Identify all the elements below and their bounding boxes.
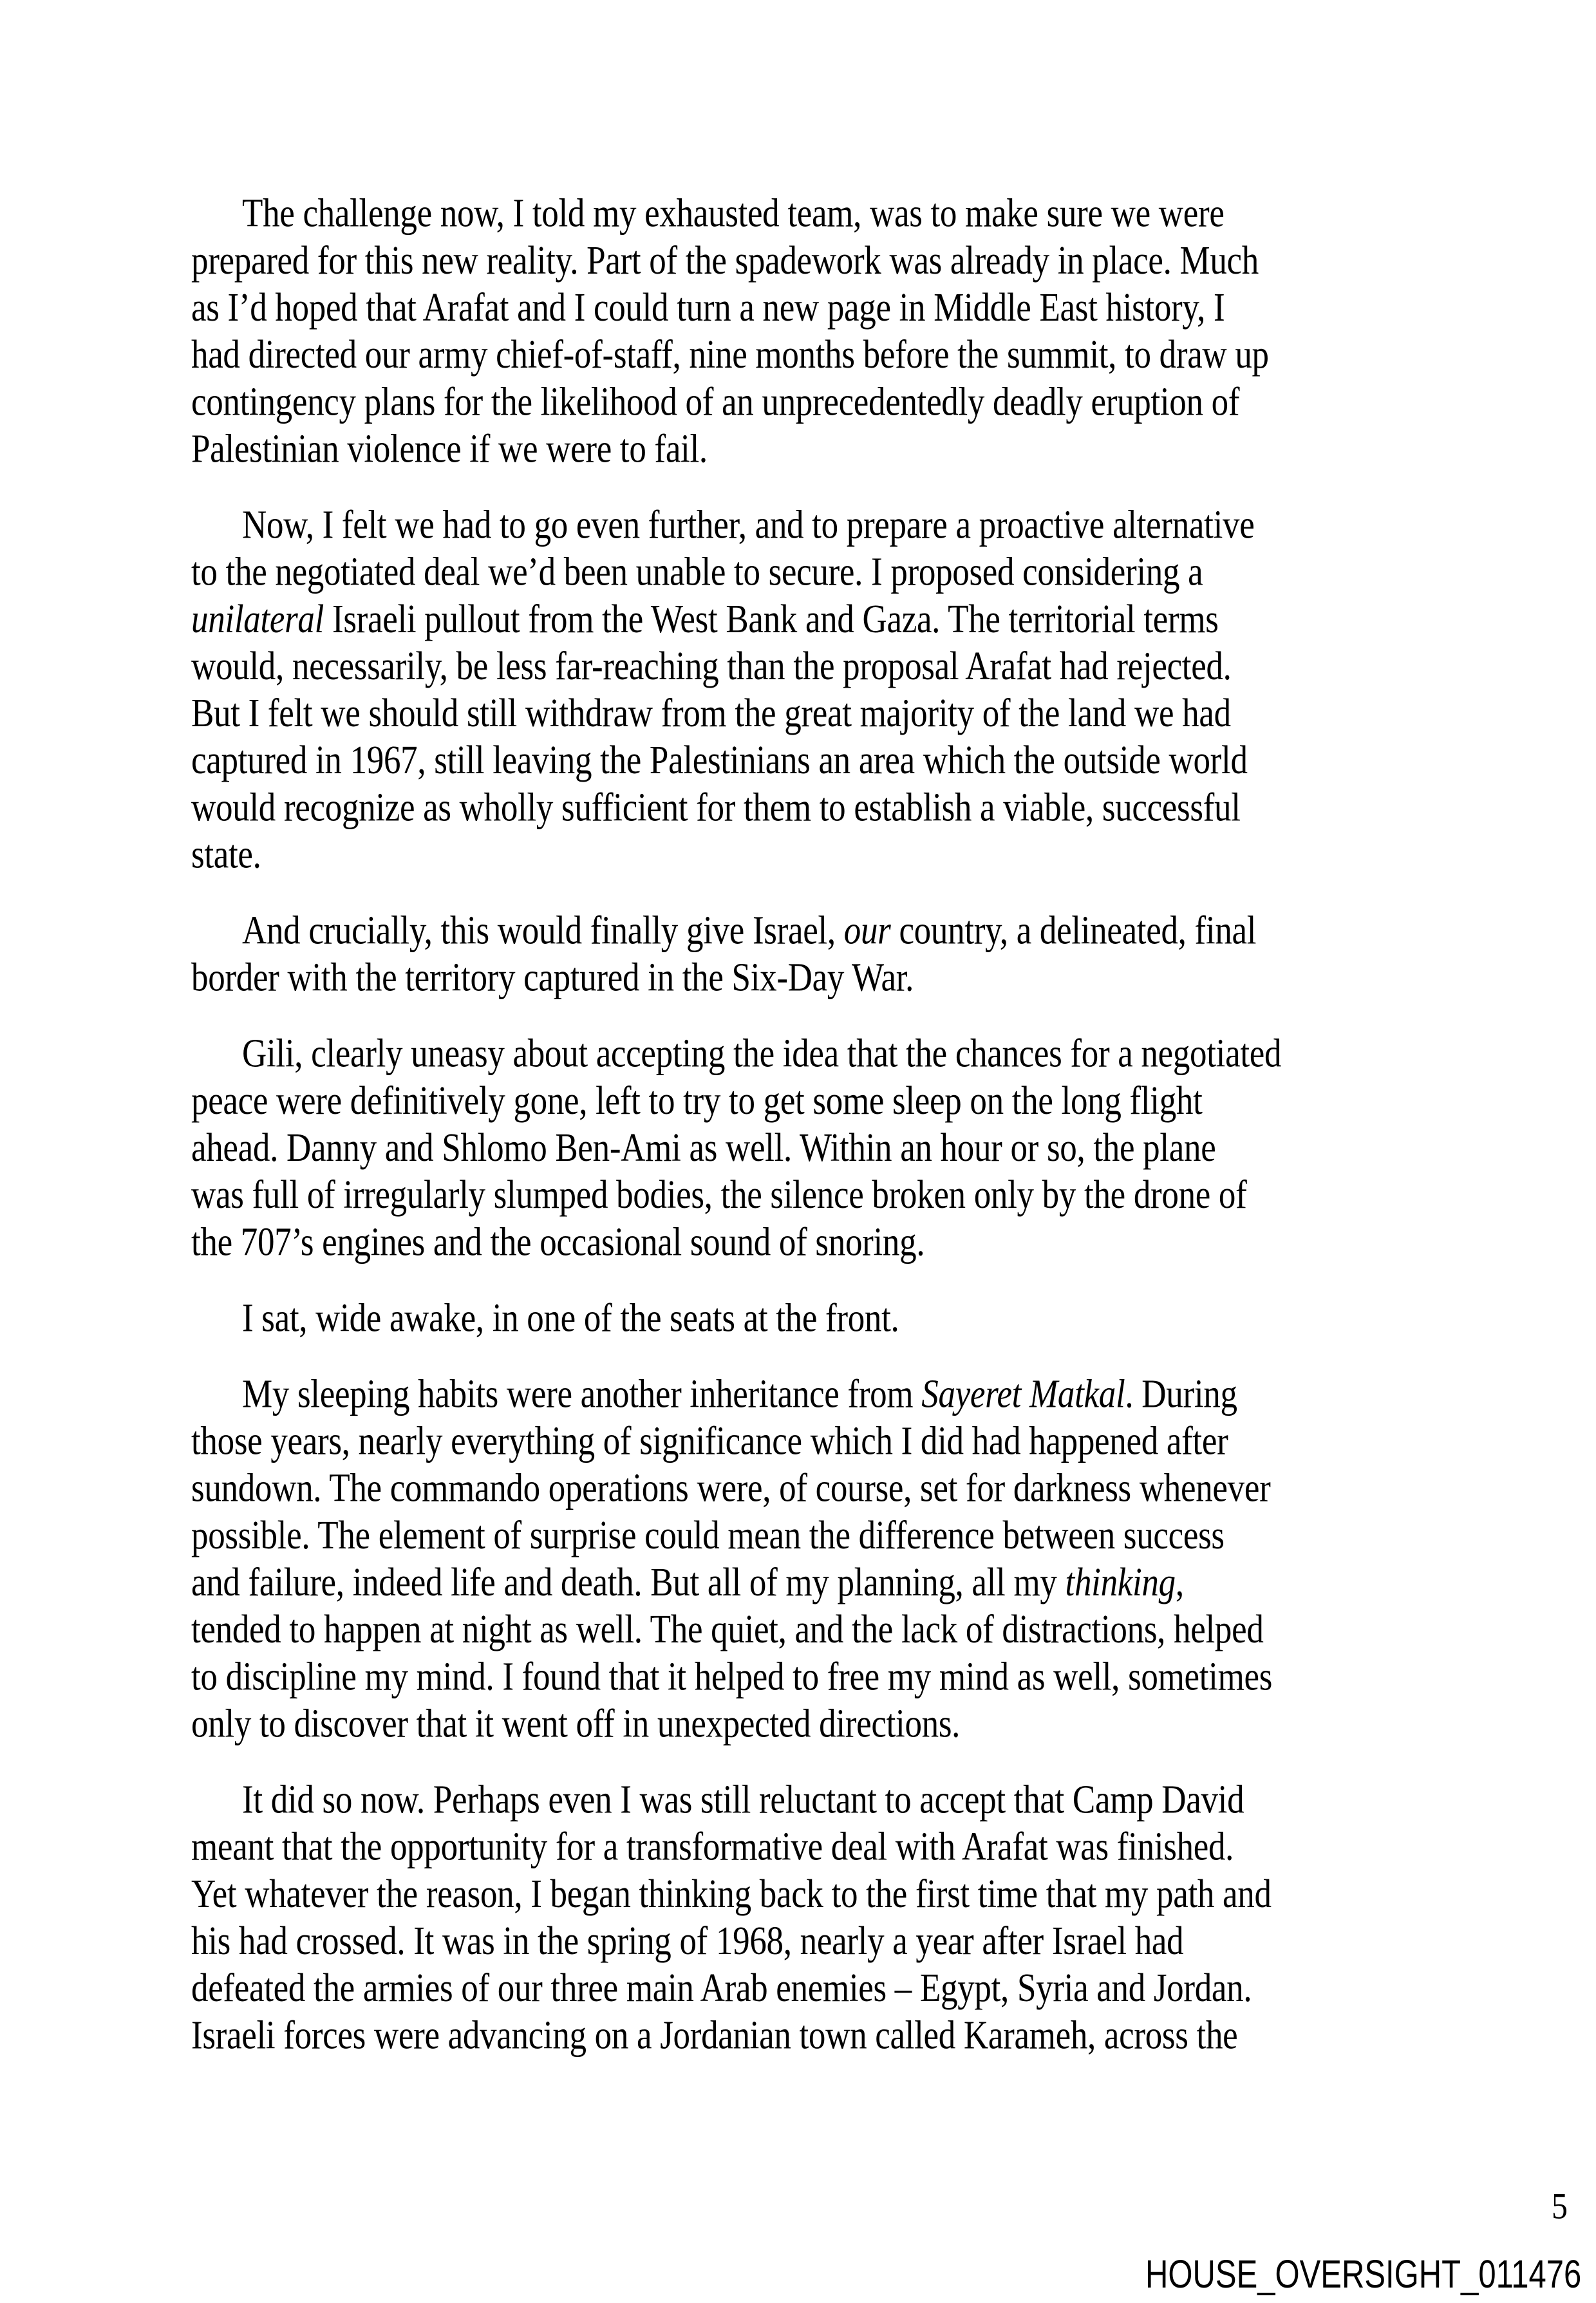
paragraph: [191, 1776, 1408, 2059]
text-segment: Yet whatever the reason, I began thinking back to the first time that my path and: [191, 1872, 1272, 1916]
text-segment: only to discover that it went off in unexpected directions.: [191, 1702, 961, 1746]
text-segment: contingency plans for the likelihood of an unprecedentedly deadly eruption of: [191, 380, 1240, 424]
italic-text: Sayeret Matkal: [921, 1372, 1125, 1416]
text-line: [191, 1418, 1408, 1465]
text-segment: But I felt we should still withdraw from the great majority of the land we had: [191, 691, 1231, 736]
text-segment: country, a delineated, final: [890, 908, 1257, 953]
text-segment: I sat, wide awake, in one of the seats at the front.: [242, 1296, 899, 1340]
text-line: [191, 379, 1408, 426]
text-segment: And crucially, this would finally give Israel,: [242, 908, 844, 953]
text-segment: Israeli pullout from the West Bank and Gaza. The territorial terms: [324, 597, 1219, 641]
italic-text: unilateral: [191, 597, 324, 641]
text-line: [191, 549, 1408, 596]
text-line: [191, 1295, 1408, 1342]
text-line: [191, 1124, 1408, 1171]
paragraph: [191, 502, 1408, 878]
text-line: [191, 1776, 1408, 1823]
text-line: [191, 1219, 1408, 1266]
italic-text: our: [843, 908, 891, 953]
text-line: [191, 1870, 1408, 1917]
text-segment: to the negotiated deal we’d been unable to secure. I proposed considering a: [191, 550, 1203, 594]
text-line: [191, 1077, 1408, 1124]
text-line: [191, 284, 1408, 331]
paragraph: [191, 1371, 1408, 1747]
text-line: [191, 190, 1408, 237]
document-body: [191, 190, 1408, 2059]
text-segment: was full of irregularly slumped bodies, the silence broken only by the drone of: [191, 1172, 1247, 1217]
paragraph: [191, 1030, 1408, 1266]
text-segment: meant that the opportunity for a transformative deal with Arafat was finished.: [191, 1825, 1234, 1869]
text-line: [191, 331, 1408, 378]
text-line: [191, 1030, 1408, 1077]
text-line: [191, 831, 1408, 878]
text-line: [191, 690, 1408, 737]
text-segment: captured in 1967, still leaving the Palestinians an area which the outside world: [191, 738, 1248, 783]
text-segment: state.: [191, 832, 261, 877]
text-segment: The challenge now, I told my exhausted team, was to make sure we were: [242, 191, 1225, 236]
text-segment: . During: [1125, 1372, 1237, 1416]
text-line: [191, 1465, 1408, 1512]
text-line: [191, 1606, 1408, 1653]
text-line: [191, 1823, 1408, 1870]
text-segment: It did so now. Perhaps even I was still reluctant to accept that Camp David: [242, 1778, 1244, 1822]
text-line: [191, 596, 1408, 643]
text-line: [191, 907, 1408, 954]
text-segment: Israeli forces were advancing on a Jordanian town called Karameh, across the: [191, 2013, 1238, 2058]
text-segment: sundown. The commando operations were, of course, set for darkness whenever: [191, 1466, 1271, 1510]
text-segment: peace were definitively gone, left to try to get some sleep on the long flight: [191, 1078, 1203, 1123]
text-segment: ahead. Danny and Shlomo Ben-Ami as well. Within an hour or so, the plane: [191, 1125, 1216, 1170]
text-segment: Gili, clearly uneasy about accepting the idea that the chances for a negotiated: [242, 1031, 1282, 1076]
italic-text: thinking: [1065, 1560, 1176, 1605]
text-segment: border with the territory captured in the Six-Day War.: [191, 955, 914, 1000]
text-segment: My sleeping habits were another inheritance from: [242, 1372, 922, 1416]
text-line: [191, 954, 1408, 1001]
text-segment: Now, I felt we had to go even further, and to prepare a proactive alternative: [242, 503, 1255, 547]
bates-stamp: HOUSE_OVERSIGHT_011476: [1145, 2253, 1582, 2297]
text-line: [191, 1917, 1408, 1964]
text-line: [191, 1559, 1408, 1606]
text-line: [191, 502, 1408, 549]
text-segment: prepared for this new reality. Part of the spadework was already in place. Much: [191, 238, 1259, 283]
text-segment: ,: [1175, 1560, 1184, 1605]
text-line: [191, 784, 1408, 831]
text-line: [191, 1653, 1408, 1700]
paragraph: [191, 907, 1408, 1001]
text-line: [191, 1512, 1408, 1559]
text-segment: the 707’s engines and the occasional sound of snoring.: [191, 1220, 925, 1264]
text-segment: had directed our army chief-of-staff, nine months before the summit, to draw up: [191, 332, 1269, 377]
text-segment: to discipline my mind. I found that it helped to free my mind as well, sometimes: [191, 1655, 1273, 1699]
page-number: 5: [1552, 2185, 1568, 2226]
paragraph: [191, 190, 1408, 473]
text-segment: tended to happen at night as well. The quiet, and the lack of distractions, helped: [191, 1607, 1264, 1652]
text-line: [191, 1700, 1408, 1747]
text-line: [191, 737, 1408, 784]
text-segment: those years, nearly everything of significance which I did had happened after: [191, 1419, 1228, 1463]
text-segment: would recognize as wholly sufficient for them to establish a viable, successful: [191, 785, 1241, 830]
text-segment: possible. The element of surprise could mean the difference between success: [191, 1513, 1225, 1557]
text-segment: defeated the armies of our three main Arab enemies – Egypt, Syria and Jordan.: [191, 1966, 1252, 2011]
text-line: [191, 1964, 1408, 2011]
text-line: [191, 1172, 1408, 1219]
text-segment: as I’d hoped that Arafat and I could turn a new page in Middle East history, I: [191, 285, 1225, 330]
paragraph: [191, 1295, 1408, 1342]
text-line: [191, 426, 1408, 473]
text-segment: would, necessarily, be less far-reaching than the proposal Arafat had rejected.: [191, 644, 1232, 689]
text-line: [191, 1371, 1408, 1418]
text-segment: his had crossed. It was in the spring of 1968, nearly a year after Israel had: [191, 1919, 1184, 1964]
text-line: [191, 237, 1408, 284]
text-segment: Palestinian violence if we were to fail.: [191, 427, 708, 471]
text-line: [191, 2012, 1408, 2059]
text-segment: and failure, indeed life and death. But all of my planning, all my: [191, 1560, 1066, 1605]
text-line: [191, 643, 1408, 690]
